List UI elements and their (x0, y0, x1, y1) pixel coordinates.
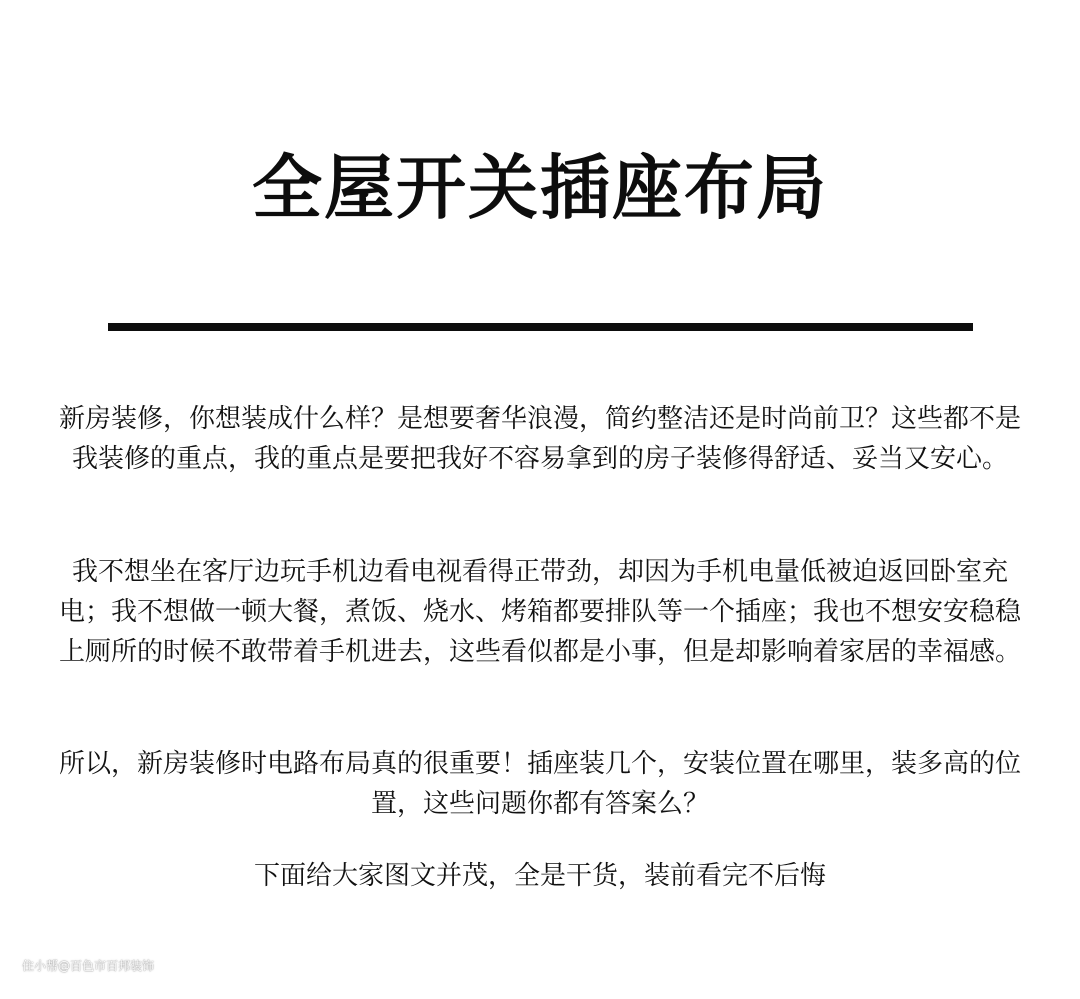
question-paragraph: 所以，新房装修时电路布局真的很重要！插座装几个，安装位置在哪里，装多高的位置，这些问题你都有答案么？ (58, 749, 1021, 819)
watermark-text: 住小帮@百色市百邦装饰 (22, 959, 155, 973)
closing-paragraph: 下面给大家图文并茂，全是干货，装前看完不后悔 (253, 861, 826, 891)
scenario-paragraph: 我不想坐在客厅边玩手机边看电视看得正带劲，却因为手机电量低被迫返回卧室充电；我不想做一顿大餐，煮饭、烧水、烤箱都要排队等一个插座；我也不想安安稳稳上厕所的时候不敢带着手机进去，这些看似都是小事，但是却影响着家居的幸福感。 (58, 557, 1021, 667)
intro-paragraph: 新房装修，你想装成什么样？是想要奢华浪漫，简约整洁还是时尚前卫？这些都不是我装修的重点，我的重点是要把我好不容易拿到的房子装修得舒适、妥当又安心。 (58, 404, 1021, 474)
page-title: 全屋开关插座布局 (252, 147, 828, 229)
title-divider (108, 323, 973, 331)
